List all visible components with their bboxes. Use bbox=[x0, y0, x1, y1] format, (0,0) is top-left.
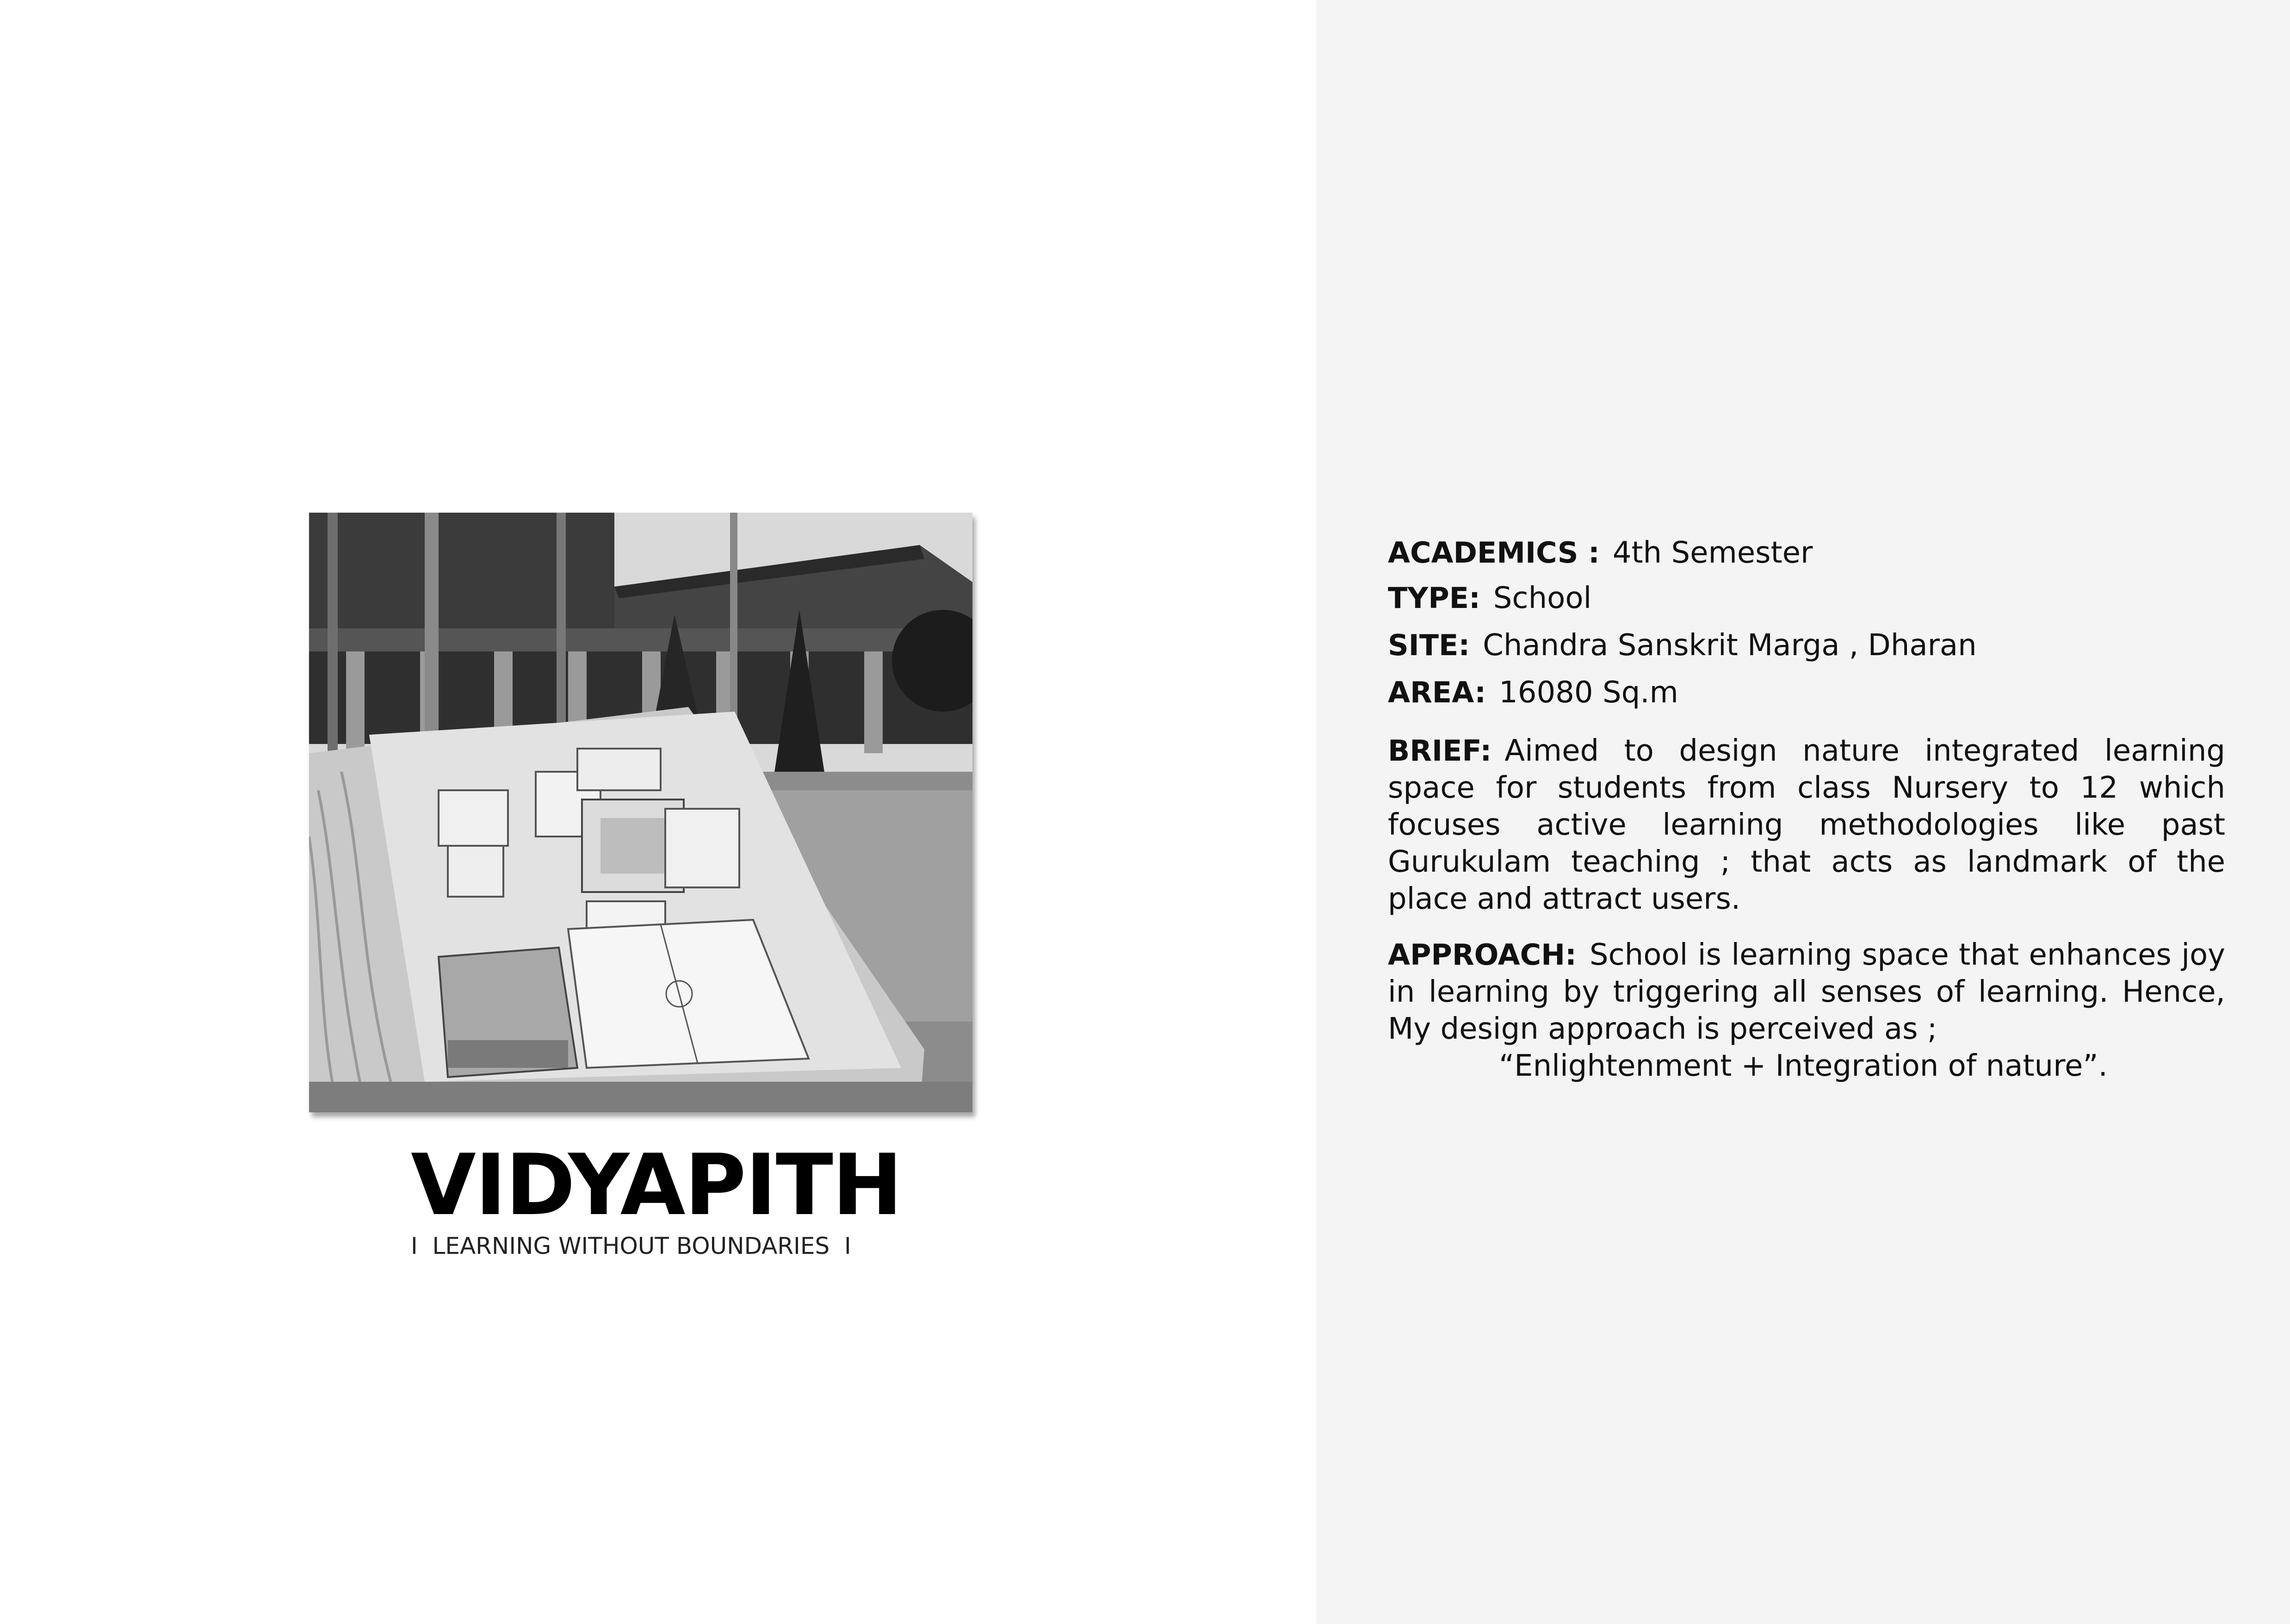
site-model-photo bbox=[309, 513, 972, 1112]
type-value: School bbox=[1493, 581, 1592, 615]
approach-text: School is learning space that enhances joy in learning by triggering all senses of learning. Hence, My design approach is perceived as ; bbox=[1388, 938, 2225, 1046]
academics-label: ACADEMICS : bbox=[1388, 536, 1600, 570]
site-value: Chandra Sanskrit Marga , Dharan bbox=[1483, 628, 1977, 663]
brief-block bbox=[1388, 732, 2225, 917]
area-row bbox=[1388, 674, 2225, 711]
site-label: SITE: bbox=[1388, 628, 1470, 662]
area-label: AREA: bbox=[1388, 676, 1486, 709]
site-model-photo-icon bbox=[309, 513, 972, 1112]
area-value: 16080 Sq.m bbox=[1499, 676, 1678, 710]
academics-row bbox=[1388, 534, 2225, 571]
type-row bbox=[1388, 580, 2225, 617]
academics-value: 4th Semester bbox=[1612, 536, 1813, 570]
brief-text: Aimed to design nature integrated learning space for students from class Nursery to 12 which focuses active learning methodologies like past Gurukulam teaching ; that acts as landmark of the place and attract users. bbox=[1388, 734, 2225, 916]
brief-label: BRIEF: bbox=[1388, 734, 1492, 768]
approach-quote: “Enlightenment + Integration of nature”. bbox=[1499, 1049, 2108, 1083]
type-label: TYPE: bbox=[1388, 581, 1480, 615]
approach-label: APPROACH: bbox=[1388, 938, 1577, 972]
approach-paragraph bbox=[1388, 936, 2225, 1048]
approach-block bbox=[1388, 936, 2225, 1085]
site-row bbox=[1388, 627, 2225, 664]
project-title: VIDYAPITH bbox=[411, 1136, 902, 1234]
project-subtitle: I LEARNING WITHOUT BOUNDARIES I bbox=[411, 1233, 851, 1259]
